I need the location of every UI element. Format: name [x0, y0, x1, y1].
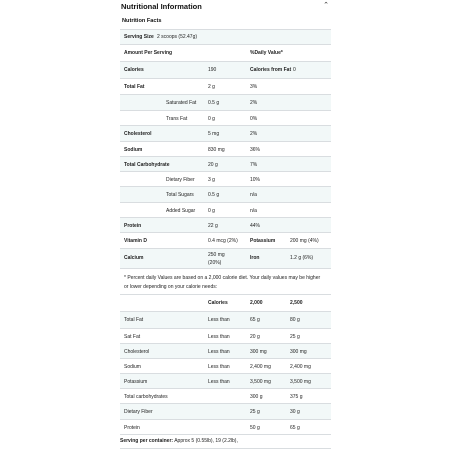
nutrient-dv: 0% — [250, 116, 258, 122]
reference-value-2500: 375 g — [290, 394, 303, 400]
nutrient-label: Trans Fat — [166, 116, 188, 122]
reference-value-2000: 2,400 mg — [250, 364, 271, 370]
reference-value-2000: 300 g — [250, 394, 263, 400]
nutrient-amount: 0.5 g — [208, 100, 220, 106]
servings-label: Serving per container: — [120, 438, 174, 444]
vitamin-d-value: 0.4 mcg (2%) — [208, 238, 238, 244]
calories-label: Calories — [124, 67, 144, 73]
nutrient-amount: 20 g — [208, 162, 218, 168]
reference-label: Cholesterol — [124, 349, 150, 355]
nutrient-label: Added Sugar — [166, 208, 196, 214]
nutrient-row-total-fat — [120, 78, 331, 94]
nutrient-amount: 5 mg — [208, 131, 220, 137]
reference-row-sat-fat — [120, 328, 331, 343]
reference-qualifier: Less than — [208, 379, 230, 385]
section-header[interactable] — [118, 0, 333, 15]
calories-from-fat-label: Calories from Fat — [250, 67, 292, 73]
amount-per-serving-label: Amount Per Serving — [124, 50, 173, 56]
reference-value-2000: 3,500 mg — [250, 379, 271, 385]
nutrient-row-sodium — [120, 141, 331, 156]
nutrient-row-cholesterol — [120, 125, 331, 141]
reference-row-sodium — [120, 358, 331, 373]
calories-value: 190 — [208, 67, 217, 73]
nutrient-amount: 0 g — [208, 208, 215, 214]
nutrient-row-total-carbohydrate — [120, 156, 331, 171]
servings-row — [120, 434, 331, 444]
reference-value-2000: 300 mg — [250, 349, 267, 355]
nutrition-facts-title: Nutrition Facts — [122, 18, 162, 24]
nutrient-row-protein — [120, 217, 331, 232]
nutrient-label: Protein — [124, 223, 142, 229]
nutrient-label: Saturated Fat — [166, 100, 197, 106]
reference-2000-header: 2,000 — [250, 300, 263, 306]
reference-qualifier: Less than — [208, 364, 230, 370]
reference-value-2500: 65 g — [290, 425, 300, 431]
reference-row-potassium — [120, 373, 331, 388]
reference-value-2500: 300 mg — [290, 349, 307, 355]
nutrient-amount: 22 g — [208, 223, 218, 229]
serving-size-value: 2 scoops (52.47g) — [157, 34, 198, 40]
iron-label: Iron — [250, 255, 260, 261]
nutrient-label: Total Sugars — [166, 192, 194, 198]
calcium-label: Calcium — [124, 255, 144, 261]
calories-from-fat-value: 0 — [293, 67, 296, 73]
nutrient-dv: 2% — [250, 131, 258, 137]
nutrient-amount: 3 g — [208, 177, 215, 183]
calcium-iron-row — [120, 248, 331, 268]
nutrient-dv: 7% — [250, 162, 258, 168]
reference-label: Total carbohydrates — [124, 394, 168, 400]
reference-value-2000: 20 g — [250, 334, 260, 340]
nutrient-dv: n/a — [250, 192, 257, 198]
calcium-value: 250 mg — [208, 252, 225, 258]
iron-value: 1.2 g (6%) — [290, 255, 314, 261]
reference-value-2000: 25 g — [250, 409, 260, 415]
reference-value-2500: 3,500 mg — [290, 379, 311, 385]
reference-qualifier: Less than — [208, 317, 230, 323]
servings-value: Approx 5 (0.55lb), 19 (2.2lb), — [174, 438, 238, 444]
reference-value-2500: 25 g — [290, 334, 300, 340]
reference-label: Total Fat — [124, 317, 144, 323]
potassium-value: 200 mg (4%) — [290, 238, 319, 244]
reference-row-total-fat — [120, 311, 331, 328]
reference-label: Sodium — [124, 364, 141, 370]
bottom-divider — [120, 448, 331, 449]
reference-qualifier: Less than — [208, 349, 230, 355]
serving-size-row — [120, 29, 331, 44]
nutrient-label: Cholesterol — [124, 131, 152, 137]
amount-header-row — [120, 44, 331, 61]
reference-row-protein — [120, 419, 331, 434]
nutrient-dv: n/a — [250, 208, 257, 214]
nutrition-panel — [118, 0, 333, 450]
chevron-up-icon[interactable]: ⌃ — [323, 2, 329, 9]
nutrient-amount: 830 mg — [208, 147, 225, 153]
reference-header-row — [120, 294, 331, 311]
vitamin-d-potassium-row — [120, 232, 331, 248]
calories-row — [120, 61, 331, 78]
nutrient-dv: 44% — [250, 223, 261, 229]
nutrient-label: Dietary Fiber — [166, 177, 195, 183]
reference-calories-header: Calories — [208, 300, 228, 306]
reference-value-2500: 30 g — [290, 409, 300, 415]
reference-value-2000: 65 g — [250, 317, 260, 323]
nutrient-dv: 3% — [250, 84, 258, 90]
nutrient-row-saturated-fat — [120, 94, 331, 110]
reference-row-cholesterol — [120, 343, 331, 358]
nutrient-dv: 2% — [250, 100, 258, 106]
potassium-label: Potassium — [250, 238, 276, 244]
reference-label: Sat Fat — [124, 334, 141, 340]
nutrient-row-dietary-fiber — [120, 171, 331, 186]
nutrient-amount: 0.5 g — [208, 192, 220, 198]
nutrient-amount: 0 g — [208, 116, 215, 122]
reference-label: Protein — [124, 425, 140, 431]
reference-label: Potassium — [124, 379, 148, 385]
nutrient-row-added-sugar — [120, 202, 331, 217]
reference-row-dietary-fiber — [120, 403, 331, 419]
nutrient-dv: 36% — [250, 147, 261, 153]
reference-value-2000: 50 g — [250, 425, 260, 431]
reference-value-2500: 80 g — [290, 317, 300, 323]
vitamin-d-label: Vitamin D — [124, 238, 147, 244]
serving-size-label: Serving Size — [124, 34, 154, 40]
nutrient-label: Total Carbohydrate — [124, 162, 170, 168]
nutrient-row-trans-fat — [120, 110, 331, 125]
reference-value-2500: 2,400 mg — [290, 364, 311, 370]
footnote-text: * Percent daily Values are based on a 2,000 calorie diet. Your daily values may be higher or lower depending on your calorie needs: — [124, 275, 321, 290]
reference-2500-header: 2,500 — [290, 300, 303, 306]
nutrient-dv: 10% — [250, 177, 261, 183]
calcium-value-percent: (20%) — [208, 260, 222, 266]
daily-value-label: %Daily Value* — [250, 50, 283, 56]
reference-row-total-carbohydrates — [120, 388, 331, 403]
section-title: Nutritional Information — [121, 2, 202, 11]
reference-qualifier: Less than — [208, 334, 230, 340]
nutrient-label: Total Fat — [124, 84, 145, 90]
nutrient-row-total-sugars — [120, 186, 331, 202]
nutrient-amount: 2 g — [208, 84, 215, 90]
reference-label: Dietary Fiber — [124, 409, 153, 415]
nutrient-label: Sodium — [124, 147, 143, 153]
